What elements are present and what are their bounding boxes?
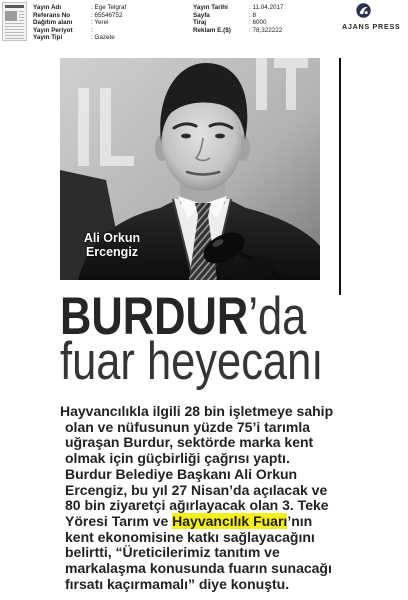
circulation-label: Tiraj (193, 19, 207, 26)
ad-equivalent-label: Reklam E.($) (193, 26, 231, 34)
body-line: fırsatı kaçırmamalı” diye konuştu. (65, 575, 290, 592)
body-line: Ercengiz, bu yıl 27 Nisan’da açılacak ve (65, 481, 328, 498)
circulation-value: : 6000 (249, 19, 267, 26)
distribution-area-label: Dağıtım alanı (33, 19, 73, 26)
page-number-value: : 8 (249, 11, 257, 19)
distribution-area-value: : Yerel (91, 19, 109, 26)
publication-period-value: : (91, 26, 93, 34)
body-line: olmak için güçbirliği çağrısı yaptı. (65, 450, 290, 467)
clipping-meta-left (33, 4, 126, 42)
article-body (60, 403, 334, 592)
publication-period-row (33, 27, 126, 35)
page-number-label: Sayfa (193, 11, 210, 19)
body-text-segment: Yöresi Tarım ve (65, 512, 173, 529)
thumbnail-masthead (5, 5, 24, 8)
headline-line-2: fuar heyecanı (60, 332, 324, 391)
article-headline (60, 287, 324, 391)
publication-name-label: Yayın Adı (33, 4, 62, 11)
headline-suffix: ’da (248, 287, 307, 346)
body-line: markalaşma konusunda fuarın sunacağı (65, 560, 332, 577)
thumbnail-text-lines (5, 23, 24, 39)
publication-date-value: : 11.04.2017 (249, 4, 284, 11)
thumbnail-column-lines (19, 11, 24, 21)
clipping-meta-right (193, 4, 284, 34)
publication-date-row (193, 4, 284, 12)
body-line: olan ve nüfusunun yüzde 75’i tarımla (65, 418, 311, 435)
reference-number-value: : 65546752 (91, 11, 123, 19)
publication-type-label: Yayın Tipi (33, 34, 63, 41)
photo-caption (78, 231, 146, 259)
body-line: belirtti, “Üreticilerimiz tanıtım ve (65, 544, 280, 561)
highlighted-phrase: Hayvancılık Fuarı (172, 512, 288, 529)
column-rule (339, 58, 341, 295)
body-line: Burdur Belediye Başkanı Ali Orkun (65, 465, 298, 482)
headline-bold-word: BURDUR (60, 287, 249, 346)
body-text-segment: ’nın (287, 512, 313, 529)
publication-name-row (33, 4, 126, 12)
circulation-row (193, 19, 284, 27)
ajans-press-logo-icon (356, 3, 371, 18)
photo-caption-line: Ercengiz (85, 245, 139, 259)
ad-equivalent-value: : 78,322222 (249, 26, 283, 34)
distribution-area-row (33, 19, 126, 27)
publication-name-value: : Ege Telgraf (91, 4, 127, 11)
thumbnail-photo-block (5, 11, 17, 21)
publication-type-value: : Gazete (91, 34, 115, 41)
publication-type-row (33, 34, 126, 42)
publication-date-label: Yayın Tarihi (193, 4, 228, 11)
brand-name: AJANS PRESS (342, 22, 401, 31)
page-number-row (193, 12, 284, 20)
ad-equivalent-row (193, 27, 284, 35)
newspaper-page-thumbnail (2, 2, 27, 41)
body-line: Hayvancılıkla ilgili 28 bin işletmeye sahip (60, 403, 334, 419)
body-line: uğraşan Burdur, sektörde marka kent (65, 434, 314, 451)
reference-number-row (33, 12, 126, 20)
body-line-highlighted (65, 514, 333, 530)
photo-caption-line: Ali Orkun (83, 231, 141, 245)
publication-period-label: Yayın Periyot (33, 26, 73, 34)
reference-number-label: Referans No (33, 11, 71, 19)
body-line: kent ekonomisine katkı sağlayacağını (65, 528, 315, 545)
speaker-photo (60, 58, 320, 280)
body-line: 80 bin ziyaretçi ağırlayacak olan 3. Teke (65, 497, 329, 514)
